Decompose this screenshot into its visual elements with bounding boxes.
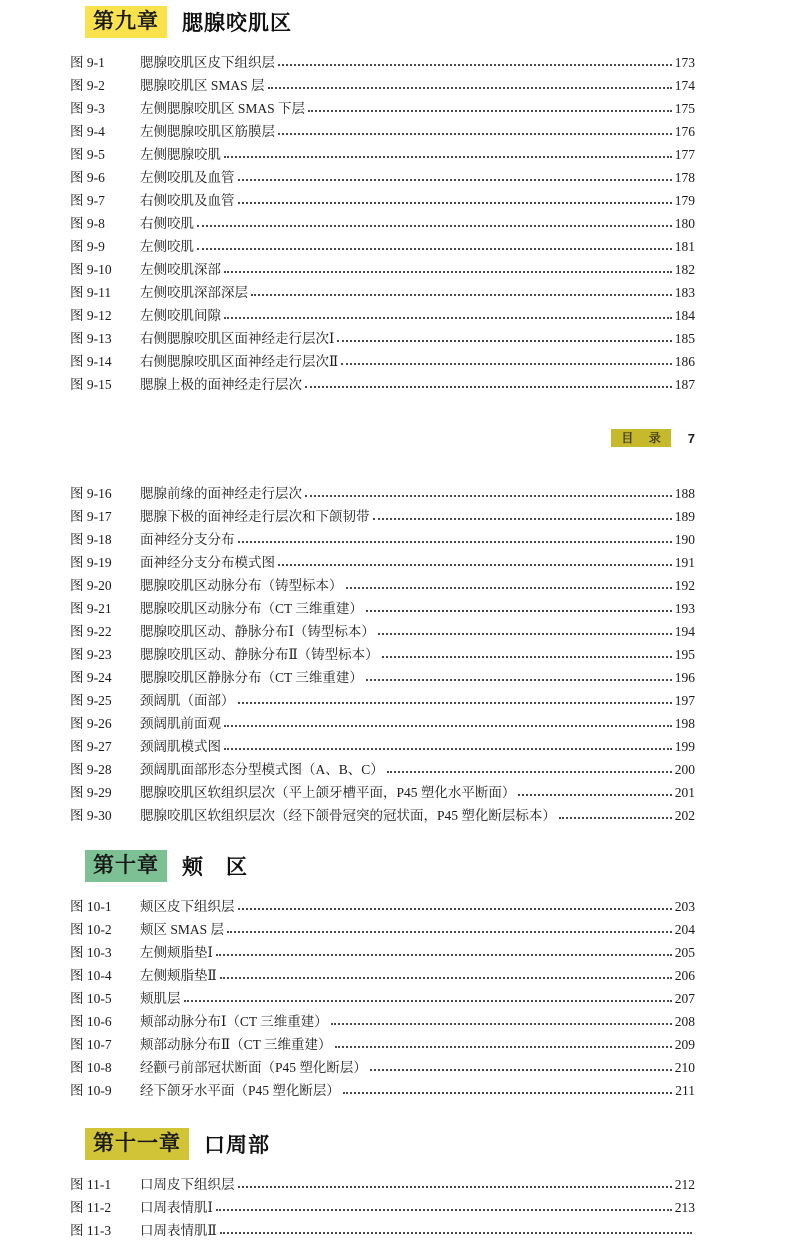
toc-row (70, 597, 695, 620)
dotted-leader (238, 702, 672, 704)
section-chapter11 (70, 1128, 695, 1242)
dotted-leader (220, 977, 672, 979)
toc-row (70, 735, 695, 758)
figure-title: 口周表情肌Ⅱ (140, 1223, 217, 1238)
toc-row (70, 327, 695, 350)
toc-row (70, 620, 695, 643)
dotted-leader (197, 225, 672, 227)
dotted-leader (238, 1186, 672, 1188)
figure-title: 腮腺咬肌区软组织层次（平上颌牙槽平面，P45 塑化水平断面） (140, 785, 516, 800)
figure-title: 口周皮下组织层 (140, 1177, 235, 1192)
dotted-leader (197, 248, 672, 250)
page-number: 192 (674, 578, 695, 593)
figure-title: 颊区皮下组织层 (140, 899, 235, 914)
figure-label: 图 10-7 (70, 1037, 112, 1052)
figure-title: 右侧腮腺咬肌区面神经走行层次Ⅰ (140, 331, 335, 346)
figure-title: 颈阔肌前面观 (140, 716, 221, 731)
dotted-leader (268, 87, 672, 89)
dotted-leader (238, 541, 672, 543)
dotted-leader (238, 179, 672, 181)
figure-title: 面神经分支分布模式图 (140, 555, 275, 570)
figure-label: 图 10-5 (70, 991, 112, 1006)
figure-label: 图 10-9 (70, 1083, 112, 1098)
toc-rows (70, 895, 695, 1102)
page-number: 200 (674, 762, 695, 777)
figure-title: 左侧咬肌间隙 (140, 308, 221, 323)
figure-label: 图 9-24 (70, 670, 112, 685)
figure-label: 图 11-1 (70, 1177, 112, 1192)
dotted-leader (366, 610, 672, 612)
toc-row (70, 235, 695, 258)
page-number: 204 (674, 922, 695, 937)
page-number: 208 (674, 1014, 695, 1029)
figure-label: 图 9-28 (70, 762, 112, 777)
dotted-leader (337, 340, 671, 342)
figure-label: 图 10-4 (70, 968, 112, 983)
folio-page-number: 7 (687, 430, 695, 446)
dotted-leader (346, 587, 672, 589)
page-number: 174 (674, 78, 695, 93)
figure-label: 图 9-13 (70, 331, 112, 346)
figure-title: 腮腺咬肌区动脉分布（铸型标本） (140, 578, 343, 593)
figure-title: 颊肌层 (140, 991, 181, 1006)
chapter-badge: 第十一章 (85, 1128, 189, 1160)
toc-row (70, 666, 695, 689)
chapter-heading (85, 6, 695, 38)
toc-row (70, 505, 695, 528)
page-number: 183 (674, 285, 695, 300)
figure-label: 图 9-9 (70, 239, 105, 254)
page-number: 178 (674, 170, 695, 185)
dotted-leader (378, 633, 672, 635)
figure-label: 图 10-2 (70, 922, 112, 937)
figure-label: 图 9-4 (70, 124, 105, 139)
page-number: 196 (674, 670, 695, 685)
page-number: 203 (674, 899, 695, 914)
page-number: 182 (674, 262, 695, 277)
figure-label: 图 9-11 (70, 285, 112, 300)
toc-row (70, 143, 695, 166)
dotted-leader (366, 679, 672, 681)
figure-title: 左侧腮腺咬肌区 SMAS 下层 (140, 101, 306, 116)
figure-label: 图 9-20 (70, 578, 112, 593)
page-number: 193 (674, 601, 695, 616)
figure-label: 图 9-5 (70, 147, 105, 162)
toc-row (70, 97, 695, 120)
page-number: 184 (674, 308, 695, 323)
page-number: 197 (674, 693, 695, 708)
figure-label: 图 9-30 (70, 808, 112, 823)
toc-row (70, 258, 695, 281)
toc-row (70, 189, 695, 212)
page-number: 194 (674, 624, 695, 639)
toc-row (70, 1079, 695, 1102)
figure-title: 面神经分支分布 (140, 532, 235, 547)
figure-label: 图 9-1 (70, 55, 105, 70)
dotted-leader (331, 1023, 672, 1025)
dotted-leader (343, 1092, 672, 1094)
dotted-leader (278, 133, 672, 135)
dotted-leader (227, 931, 672, 933)
toc-row (70, 281, 695, 304)
page-number: 187 (674, 377, 695, 392)
toc-row (70, 918, 695, 941)
dotted-leader (216, 1209, 672, 1211)
dotted-leader (278, 564, 672, 566)
page-number: 210 (674, 1060, 695, 1075)
figure-title: 右侧咬肌及血管 (140, 193, 235, 208)
toc-row (70, 758, 695, 781)
toc-row (70, 689, 695, 712)
page-number: 180 (674, 216, 695, 231)
toc-row (70, 643, 695, 666)
toc-row (70, 712, 695, 735)
figure-label: 图 10-8 (70, 1060, 112, 1075)
figure-label: 图 9-7 (70, 193, 105, 208)
section-chapter10 (70, 850, 695, 1102)
dotted-leader (305, 386, 672, 388)
page-number: 202 (674, 808, 695, 823)
dotted-leader (382, 656, 672, 658)
dotted-leader (251, 294, 672, 296)
figure-title: 腮腺咬肌区动脉分布（CT 三维重建） (140, 601, 363, 616)
toc-row (70, 551, 695, 574)
toc-header-badge: 目 录 (611, 429, 670, 447)
figure-title: 腮腺下极的面神经走行层次和下颌韧带 (140, 509, 370, 524)
figure-title: 颈阔肌（面部） (140, 693, 235, 708)
page-number: 173 (674, 55, 695, 70)
dotted-leader (224, 317, 672, 319)
page-number: 209 (674, 1037, 695, 1052)
figure-title: 左侧咬肌及血管 (140, 170, 235, 185)
page-number: 211 (675, 1083, 695, 1098)
figure-title: 腮腺咬肌区动、静脉分布Ⅱ（铸型标本） (140, 647, 379, 662)
page-number: 199 (674, 739, 695, 754)
dotted-leader (387, 771, 672, 773)
toc-row (70, 1056, 695, 1079)
toc-row (70, 373, 695, 396)
figure-label: 图 9-21 (70, 601, 112, 616)
page-number: 179 (674, 193, 695, 208)
figure-label: 图 9-6 (70, 170, 105, 185)
dotted-leader (335, 1046, 672, 1048)
dotted-leader (224, 725, 672, 727)
section-chapter9-part2 (70, 482, 695, 827)
dotted-leader (238, 202, 672, 204)
toc-row (70, 1010, 695, 1033)
toc-row (70, 1219, 695, 1242)
figure-title: 腮腺咬肌区动、静脉分布Ⅰ（铸型标本） (140, 624, 375, 639)
toc-row (70, 964, 695, 987)
page-number: 189 (674, 509, 695, 524)
figure-label: 图 9-3 (70, 101, 105, 116)
figure-label: 图 9-16 (70, 486, 112, 501)
dotted-leader (238, 908, 672, 910)
figure-title: 颈阔肌面部形态分型模式图（A、B、C） (140, 762, 384, 777)
figure-label: 图 9-19 (70, 555, 112, 570)
figure-label: 图 9-22 (70, 624, 112, 639)
figure-label: 图 9-26 (70, 716, 112, 731)
figure-title: 左侧咬肌 (140, 239, 194, 254)
dotted-leader (278, 64, 672, 66)
figure-label: 图 9-14 (70, 354, 112, 369)
page-number: 205 (674, 945, 695, 960)
chapter-title: 口周部 (204, 1134, 270, 1157)
dotted-leader (220, 1232, 692, 1234)
chapter-badge: 第十章 (85, 850, 167, 882)
dotted-leader (224, 271, 672, 273)
dotted-leader (305, 495, 672, 497)
chapter-title: 颊 区 (182, 856, 248, 879)
dotted-leader (518, 794, 671, 796)
figure-title: 左侧颊脂垫Ⅰ (140, 945, 213, 960)
dotted-leader (559, 817, 672, 819)
figure-label: 图 9-17 (70, 509, 112, 524)
figure-title: 经下颌牙水平面（P45 塑化断层） (140, 1083, 340, 1098)
figure-title: 左侧腮腺咬肌 (140, 147, 221, 162)
figure-title: 口周表情肌Ⅰ (140, 1200, 213, 1215)
page-number: 190 (674, 532, 695, 547)
page-number: 177 (674, 147, 695, 162)
figure-title: 腮腺咬肌区 SMAS 层 (140, 78, 265, 93)
figure-label: 图 10-1 (70, 899, 112, 914)
figure-title: 左侧咬肌深部深层 (140, 285, 248, 300)
page-number: 198 (674, 716, 695, 731)
toc-row (70, 781, 695, 804)
figure-title: 颊部动脉分布Ⅰ（CT 三维重建） (140, 1014, 328, 1029)
page-number: 195 (674, 647, 695, 662)
toc-row (70, 304, 695, 327)
toc-row (70, 1173, 695, 1196)
figure-label: 图 9-23 (70, 647, 112, 662)
running-header (70, 429, 695, 447)
figure-label: 图 11-3 (70, 1223, 112, 1238)
figure-title: 左侧腮腺咬肌区筋膜层 (140, 124, 275, 139)
dotted-leader (341, 363, 672, 365)
figure-title: 左侧颊脂垫Ⅱ (140, 968, 217, 983)
toc-rows (70, 482, 695, 827)
page-number: 175 (674, 101, 695, 116)
page-number: 185 (674, 331, 695, 346)
figure-label: 图 10-3 (70, 945, 112, 960)
toc-rows (70, 51, 695, 396)
toc-row (70, 987, 695, 1010)
figure-label: 图 9-29 (70, 785, 112, 800)
toc-row (70, 574, 695, 597)
figure-title: 腮腺前缘的面神经走行层次 (140, 486, 302, 501)
dotted-leader (373, 518, 672, 520)
toc-rows (70, 1173, 695, 1242)
dotted-leader (224, 156, 672, 158)
dotted-leader (184, 1000, 672, 1002)
page-number: 212 (674, 1177, 695, 1192)
page-number: 201 (674, 785, 695, 800)
figure-title: 腮腺咬肌区软组织层次（经下颌骨冠突的冠状面，P45 塑化断层标本） (140, 808, 556, 823)
page-number: 191 (674, 555, 695, 570)
figure-title: 腮腺咬肌区静脉分布（CT 三维重建） (140, 670, 363, 685)
page-number: 186 (674, 354, 695, 369)
figure-title: 经颧弓前部冠状断面（P45 塑化断层） (140, 1060, 367, 1075)
figure-title: 腮腺咬肌区皮下组织层 (140, 55, 275, 70)
figure-title: 颈阔肌模式图 (140, 739, 221, 754)
toc-row (70, 1196, 695, 1219)
toc-row (70, 350, 695, 373)
toc-row (70, 482, 695, 505)
chapter-badge: 第九章 (85, 6, 167, 38)
figure-label: 图 9-18 (70, 532, 112, 547)
figure-label: 图 9-15 (70, 377, 112, 392)
page-number: 176 (674, 124, 695, 139)
figure-label: 图 11-2 (70, 1200, 112, 1215)
figure-title: 颊区 SMAS 层 (140, 922, 225, 937)
page-number: 188 (674, 486, 695, 501)
toc-row (70, 51, 695, 74)
figure-label: 图 9-10 (70, 262, 112, 277)
toc-row (70, 166, 695, 189)
dotted-leader (216, 954, 672, 956)
chapter-heading (85, 850, 695, 882)
dotted-leader (308, 110, 672, 112)
toc-row (70, 120, 695, 143)
page-number: 206 (674, 968, 695, 983)
toc-row (70, 528, 695, 551)
figure-label: 图 9-25 (70, 693, 112, 708)
page-number: 213 (674, 1200, 695, 1215)
figure-label: 图 9-12 (70, 308, 112, 323)
figure-title: 右侧咬肌 (140, 216, 194, 231)
chapter-heading (85, 1128, 695, 1160)
page-number: 207 (674, 991, 695, 1006)
figure-title: 颊部动脉分布Ⅱ（CT 三维重建） (140, 1037, 332, 1052)
toc-row (70, 1033, 695, 1056)
figure-label: 图 9-2 (70, 78, 105, 93)
chapter-title: 腮腺咬肌区 (182, 12, 292, 35)
figure-label: 图 10-6 (70, 1014, 112, 1029)
section-chapter9-part1 (70, 6, 695, 396)
dotted-leader (224, 748, 672, 750)
toc-row (70, 804, 695, 827)
figure-title: 左侧咬肌深部 (140, 262, 221, 277)
toc-row (70, 895, 695, 918)
figure-label: 图 9-27 (70, 739, 112, 754)
toc-row (70, 941, 695, 964)
page-number: 181 (674, 239, 695, 254)
toc-row (70, 74, 695, 97)
dotted-leader (370, 1069, 672, 1071)
figure-label: 图 9-8 (70, 216, 105, 231)
figure-title: 腮腺上极的面神经走行层次 (140, 377, 302, 392)
toc-row (70, 212, 695, 235)
figure-title: 右侧腮腺咬肌区面神经走行层次Ⅱ (140, 354, 339, 369)
